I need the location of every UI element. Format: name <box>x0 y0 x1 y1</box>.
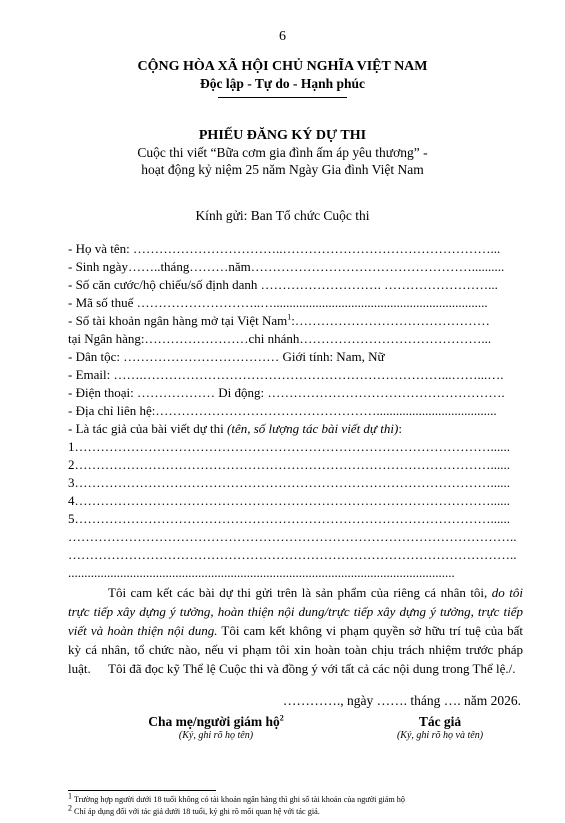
author-of-label: - Là tác giả của bài viết dự thi <box>68 421 224 436</box>
national-header: CỘNG HÒA XÃ HỘI CHỦ NGHĨA VIỆT NAM <box>137 59 428 74</box>
footnote-separator <box>68 790 216 791</box>
field-ethnicity-gender: - Dân tộc: ……………………………… Giới tính: Nam, Nữ <box>68 349 385 364</box>
field-bank-branch: tại Ngân hàng:……………………chi nhánh……………………………………... <box>68 331 492 346</box>
commitment-text-b: Tôi cam kết không vi phạm quyền sở hữu trí tuệ của bất kỳ cá nhân, tổ chức nào, nếu vi phạm tôi xin hoàn toàn chịu trách nhiệm trước pháp luật. <box>68 623 524 676</box>
field-date-of-birth: - Sinh ngày……..tháng………năm…………………………………………….......... <box>68 259 505 274</box>
footnote-1 <box>68 791 405 805</box>
commitment-text-a: Tôi cam kết các bài dự thi gửi trên là sản phẩm của riêng cá nhân tôi, <box>108 585 492 600</box>
field-author-of <box>68 421 402 436</box>
footnote-2-mark: 2 <box>68 803 72 813</box>
bank-account-blank: :……………………………………… <box>291 313 490 328</box>
field-bank-account <box>68 313 490 328</box>
commitment-text-italic: do tôi trực tiếp xây dựng ý tưởng, hoàn thiện nội dung/trực tiếp xây dựng ý tưởng, trực tiếp viết và hoàn thiện nội dung. <box>68 585 523 638</box>
field-phone: - Điện thoại: ……………… Di động: ………………………………………………. <box>68 385 505 400</box>
entry-line-6: ………………………………………………………………………………………….. <box>68 529 517 544</box>
field-email: - Email: …….……………………………………………………………...……...…. <box>68 367 504 382</box>
footnote-1-mark: 1 <box>68 791 72 801</box>
footnote-ref-1: 1 <box>287 312 292 322</box>
footnote-ref-2: 2 <box>279 713 284 723</box>
entry-line-5: 5……………………………………………………………………………………...... <box>68 511 510 526</box>
addressee: Kính gửi: Ban Tổ chức Cuộc thi <box>195 208 370 223</box>
form-title: PHIẾU ĐĂNG KÝ DỰ THI <box>198 128 367 143</box>
date-line: …………., ngày ……. tháng …. năm 2026. <box>282 693 521 708</box>
footnote-2 <box>68 803 320 817</box>
entry-line-4: 4……………………………………………………………………………………...... <box>68 493 510 508</box>
bank-account-label: - Số tài khoản ngân hàng mở tại Việt Nam <box>68 313 288 328</box>
entry-line-7: ………………………………………………………………………………………….. <box>68 547 517 562</box>
entry-line-2: 2……………………………………………………………………………………...... <box>68 457 510 472</box>
author-of-colon: : <box>398 421 402 436</box>
form-subtitle-line1: Cuộc thi viết “Bữa cơm gia đình ấm áp yêu thương” - <box>137 145 428 160</box>
author-signature-note: (Ký, ghi rõ họ và tên) <box>396 730 484 741</box>
form-subtitle-line2: hoạt động kỷ niệm 25 năm Ngày Gia đình Việt Nam <box>141 162 424 177</box>
author-signature-title: Tác giả <box>418 714 462 729</box>
entry-line-3: 3……………………………………………………………………………………...... <box>68 475 510 490</box>
field-address: - Địa chỉ liên hệ:……………………………………………..................................... <box>68 403 497 418</box>
entry-line-8: ....................................................................................................................... <box>68 565 455 580</box>
entry-line-1: 1……………………………………………………………………………………...... <box>68 439 510 454</box>
author-of-note: (tên, số lượng tác bài viết dự thi) <box>227 421 399 436</box>
field-tax-code: - Mã số thuế ………………………..….................................................................. <box>68 295 488 310</box>
agreement-paragraph: Tôi đã đọc kỹ Thể lệ Cuộc thi và đồng ý với tất cả các nội dung trong Thể lệ./. <box>108 661 516 676</box>
national-motto: Độc lập - Tự do - Hạnh phúc <box>199 76 366 91</box>
guardian-signature-title <box>101 714 331 730</box>
footnote-2-text: Chỉ áp dụng đối với tác giả dưới 18 tuổi, ký ghi rõ mối quan hệ với tác giả. <box>74 807 320 816</box>
page-number: 6 <box>279 29 286 44</box>
footnote-1-text: Trường hợp người dưới 18 tuổi không có tài khoản ngân hàng thì ghi số tài khoản của người giám hộ <box>73 795 405 804</box>
field-id-number: - Số căn cước/hộ chiếu/số định danh ………………………. ……………………... <box>68 277 498 292</box>
field-full-name: - Họ và tên: ……………………………..…………………………………………... <box>68 241 501 256</box>
motto-underline <box>218 97 347 98</box>
guardian-title-text: Cha mẹ/người giám hộ <box>148 714 280 729</box>
guardian-signature-note: (Ký, ghi rõ họ tên) <box>178 730 254 741</box>
